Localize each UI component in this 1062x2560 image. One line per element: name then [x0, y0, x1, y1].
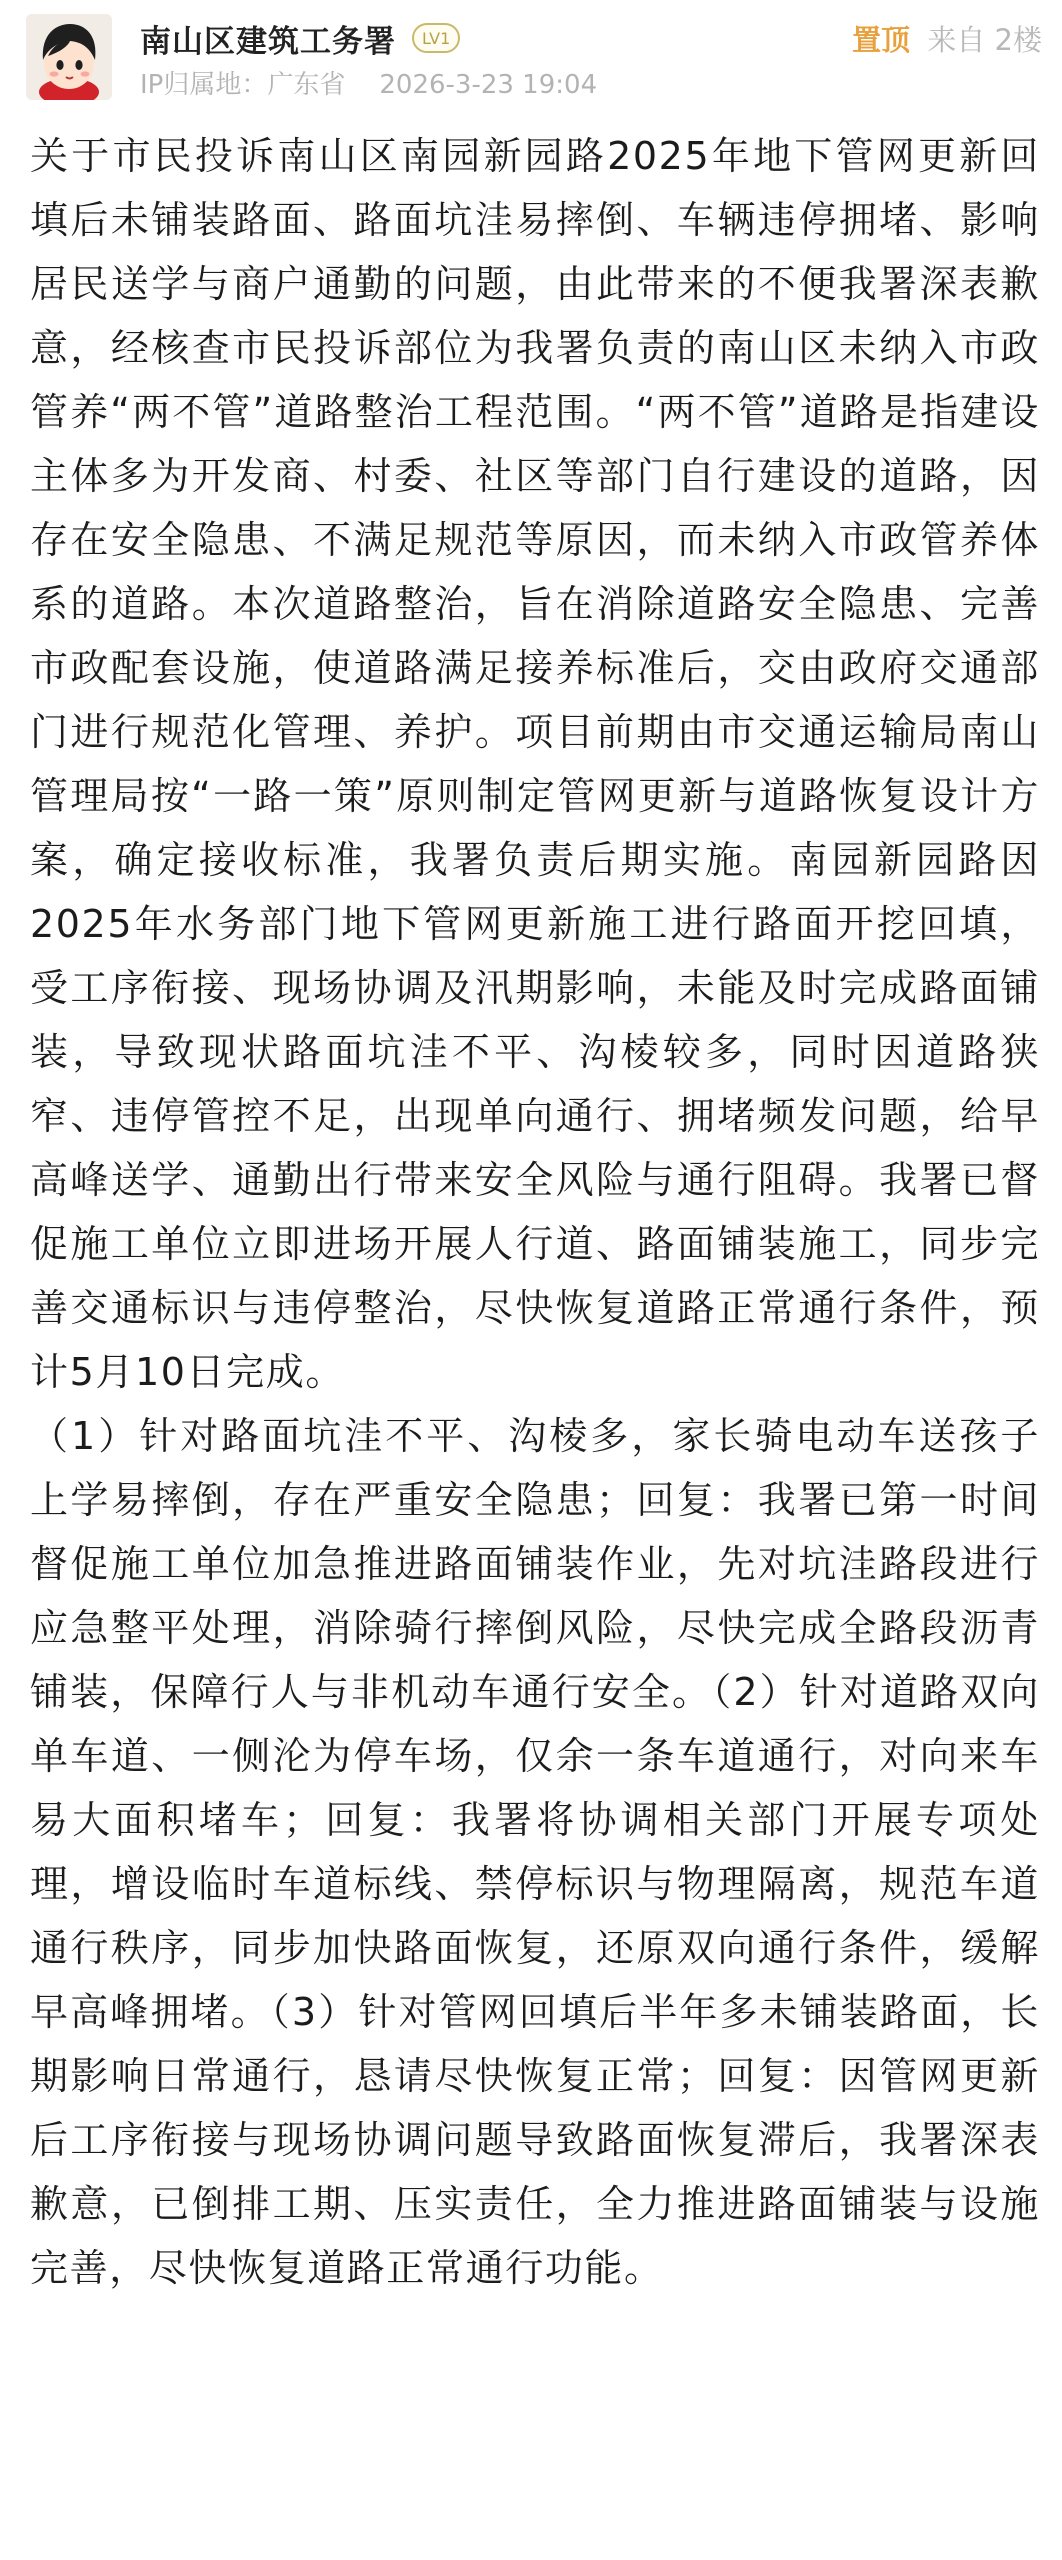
post-timestamp: 2026-3-23 19:04 — [379, 70, 598, 100]
post-meta — [140, 64, 597, 101]
avatar[interactable] — [26, 14, 112, 100]
cartoon-avatar-icon — [26, 14, 112, 100]
ip-location: IP归属地：广东省 — [140, 70, 346, 100]
author-row — [140, 16, 460, 60]
post-header — [0, 0, 1062, 112]
pinned-badge: 置顶 — [852, 23, 911, 57]
post-paragraph-replies: （1）针对路面坑洼不平、沟棱多，家长骑电动车送孩子上学易摔倒，存在严重安全隐患；回复：我署已第一时间督促施工单位加急推进路面铺装作业，先对坑洼路段进行应急整平处理，消除骑行摔倒风险，尽快完成全路段沥青铺装，保障行人与非机动车通行安全。（2）针对道路双向单车道、一侧沦为停车场，仅余一条车道通行，对向来车易大面积堵车；回复：我署将协调相关部门开展专项处理，增设临时车道标线、禁停标识与物理隔离，规范车道通行秩序，同步加快路面恢复，还原双向通行条件，缓解早高峰拥堵。（3）针对管网回填后半年多未铺装路面，长期影响日常通行，恳请尽快恢复正常；回复：因管网更新后工序衔接与现场协调问题导致路面恢复滞后，我署深表歉意，已倒排工期、压实责任，全力推进路面铺装与设施完善，尽快恢复道路正常通行功能。 — [30, 1414, 1040, 2290]
level-badge: LV1 — [412, 23, 460, 53]
author-name[interactable]: 南山区建筑工务署 — [140, 23, 396, 60]
floor-label: 来自 2楼 — [927, 23, 1042, 57]
post-content — [30, 124, 1040, 2300]
post-paragraph-intro: 关于市民投诉南山区南园新园路2025年地下管网更新回填后未铺装路面、路面坑洼易摔倒、车辆违停拥堵、影响居民送学与商户通勤的问题，由此带来的不便我署深表歉意，经核查市民投诉部位为我署负责的南山区未纳入市政管养“两不管”道路整治工程范围。“两不管”道路是指建设主体多为开发商、村委、社区等部门自行建设的道路，因存在安全隐患、不满足规范等原因，而未纳入市政管养体系的道路。本次道路整治，旨在消除道路安全隐患、完善市政配套设施，使道路满足接养标准后，交由政府交通部门进行规范化管理、养护。项目前期由市交通运输局南山管理局按“一路一策”原则制定管网更新与道路恢复设计方案，确定接收标准，我署负责后期实施。南园新园路因2025年水务部门地下管网更新施工进行路面开挖回填，受工序衔接、现场协调及汛期影响，未能及时完成路面铺装，导致现状路面坑洼不平、沟棱较多，同时因道路狭窄、违停管控不足，出现单向通行、拥堵频发问题，给早高峰送学、通勤出行带来安全风险与通行阻碍。我署已督促施工单位立即进场开展人行道、路面铺装施工，同步完善交通标识与违停整治，尽快恢复道路正常通行条件，预计5月10日完成。 — [30, 134, 1040, 1394]
post-status — [852, 18, 1042, 59]
